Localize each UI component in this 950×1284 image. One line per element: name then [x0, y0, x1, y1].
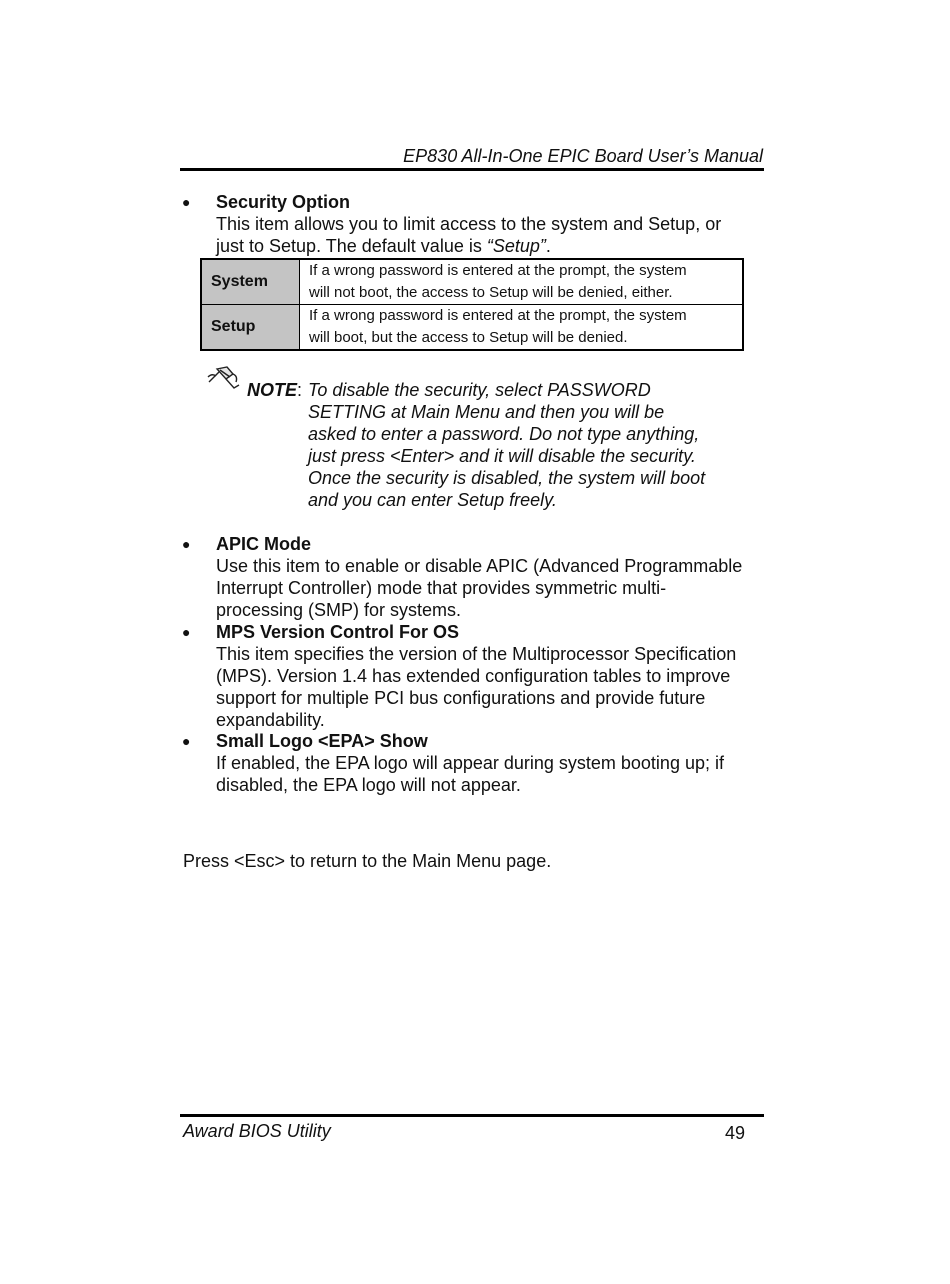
security-option-table — [200, 258, 744, 351]
apic-mode-desc: Use this item to enable or disable APIC (Advanced Programmable Interrupt Controller) mode that provides symmetric multi- processing (SMP) for systems. — [216, 556, 743, 620]
small-logo-title: Small Logo <EPA> Show — [216, 731, 428, 751]
table-key-setup: Setup — [201, 305, 300, 351]
security-option-desc-prefix: This item allows you to limit access to the system and Setup, or just to Setup. The default value is — [216, 214, 722, 256]
pushpin-icon — [206, 364, 242, 394]
list-item — [182, 533, 772, 621]
security-option-desc — [216, 213, 772, 257]
table-row — [201, 259, 743, 305]
security-option-item — [182, 191, 772, 257]
small-logo-desc: If enabled, the EPA logo will appear during system booting up; if disabled, the EPA logo will not appear. — [216, 753, 724, 795]
table-row — [201, 305, 743, 351]
bullet: ● — [182, 536, 191, 552]
note-label: NOTE — [247, 380, 298, 400]
table-key-system: System — [201, 259, 300, 305]
bullet: ● — [182, 194, 191, 210]
note-text: To disable the security, select PASSWORD SETTING at Main Menu and then you will be asked to enter a password. Do not type anything, just press <Enter> and it will disable the security. Once the security is disabled, the system will boot and you can enter Setup freely. — [308, 380, 706, 510]
security-option-title: Security Option — [216, 192, 351, 212]
list-item — [182, 730, 772, 796]
apic-mode-title: APIC Mode — [216, 534, 312, 554]
page-number: 49 — [724, 1123, 745, 1143]
note-colon: : — [297, 380, 303, 400]
footer-section-title: Award BIOS Utility — [183, 1121, 331, 1141]
page-header-title: EP830 All-In-One EPIC Board User’s Manual — [403, 146, 763, 166]
security-option-desc-suffix: . — [545, 236, 551, 256]
mps-version-desc: This item specifies the version of the Multiprocessor Specification (MPS). Version 1.4 has extended configuration tables to improve support for multiple PCI bus configurations and provide future expandability. — [216, 644, 737, 730]
header-rule — [180, 168, 764, 171]
footer-rule — [180, 1114, 764, 1117]
closing-text: Press <Esc> to return to the Main Menu page. — [183, 851, 552, 871]
mps-version-title: MPS Version Control For OS — [216, 622, 460, 642]
list-item — [182, 621, 772, 731]
note-label-wrap — [247, 379, 302, 401]
bullet: ● — [182, 624, 191, 640]
bullet: ● — [182, 733, 191, 749]
table-value-system: If a wrong password is entered at the prompt, the system will not boot, the access to Setup will be denied, either. — [300, 259, 744, 305]
security-option-default-value: “Setup” — [486, 236, 546, 256]
table-value-setup: If a wrong password is entered at the prompt, the system will boot, but the access to Setup will be denied. — [300, 305, 744, 351]
